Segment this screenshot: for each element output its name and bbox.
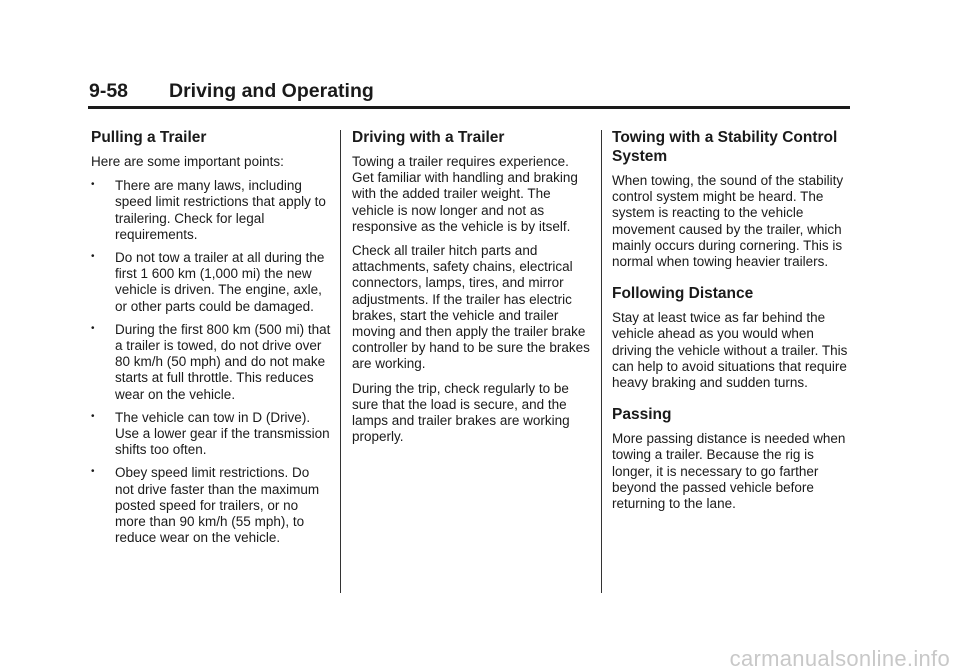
column-driving-with-trailer <box>352 128 592 453</box>
list-item: • The vehicle can tow in D (Drive). Use a lower gear if the transmission shifts too often. <box>91 409 330 458</box>
paragraph: Stay at least twice as far behind the vehicle ahead as you would when driving the vehicle without a trailer. This can help to avoid situations that require heavy braking and sudden turns. <box>612 310 848 391</box>
heading-driving-with-a-trailer: Driving with a Trailer <box>352 129 505 146</box>
paragraph: Check all trailer hitch parts and attachments, safety chains, electrical connectors, lamps, tires, and mirror adjustments. If the trailer has electric brakes, start the vehicle and trailer moving and then apply the trailer brake controller by hand to be sure the brakes are working. <box>352 243 590 372</box>
list-item: • There are many laws, including speed limit restrictions that apply to trailering. Check for legal requirements. <box>91 178 326 242</box>
important-points-list <box>91 178 331 546</box>
column-towing-topics <box>612 128 852 520</box>
column-divider <box>601 130 602 593</box>
list-item: • Do not tow a trailer at all during the first 1 600 km (1,000 mi) the new vehicle is driven. The engine, axle, or other parts could be damaged. <box>91 250 325 314</box>
page-header <box>88 80 850 109</box>
heading-pulling-a-trailer: Pulling a Trailer <box>91 129 207 146</box>
bullet-icon: • <box>91 251 95 263</box>
paragraph: More passing distance is needed when towing a trailer. Because the rig is longer, it is necessary to go farther beyond the passed vehicle before returning to the lane. <box>612 431 846 512</box>
heading-towing-stability-control: Towing with a Stability Control System <box>612 129 838 165</box>
paragraph: When towing, the sound of the stability control system might be heard. The system is reacting to the vehicle movement caused by the trailer, which mainly occurs during cornering. This is normal when towing heavier trailers. <box>612 173 844 270</box>
intro-text: Here are some important points: <box>91 154 284 169</box>
list-item: • Obey speed limit restrictions. Do not drive faster than the maximum posted speed for trailers, or no more than 90 km/h (55 mph), to reduce wear on the vehicle. <box>91 465 320 546</box>
bullet-icon: • <box>91 410 95 422</box>
page-number: 9-58 <box>89 80 129 102</box>
paragraph: Towing a trailer requires experience. Get familiar with handling and braking with the added trailer weight. The vehicle is now longer and not as responsive as the vehicle is by itself. <box>352 154 578 234</box>
paragraph: During the trip, check regularly to be sure that the load is secure, and the lamps and trailer brakes are working properly. <box>352 380 570 445</box>
heading-following-distance: Following Distance <box>612 285 754 303</box>
bullet-icon: • <box>91 322 95 334</box>
column-divider <box>340 130 341 593</box>
bullet-icon: • <box>91 179 95 191</box>
column-pulling-trailer <box>91 128 331 553</box>
heading-passing: Passing <box>612 406 672 424</box>
section-title: Driving and Operating <box>169 80 374 102</box>
list-item: • During the first 800 km (500 mi) that a trailer is towed, do not drive over 80 km/h (50 mph) and do not make starts at full throttle. This reduces wear on the vehicle. <box>91 321 331 402</box>
watermark: carmanualsonline.info <box>729 646 950 671</box>
bullet-icon: • <box>91 466 95 478</box>
